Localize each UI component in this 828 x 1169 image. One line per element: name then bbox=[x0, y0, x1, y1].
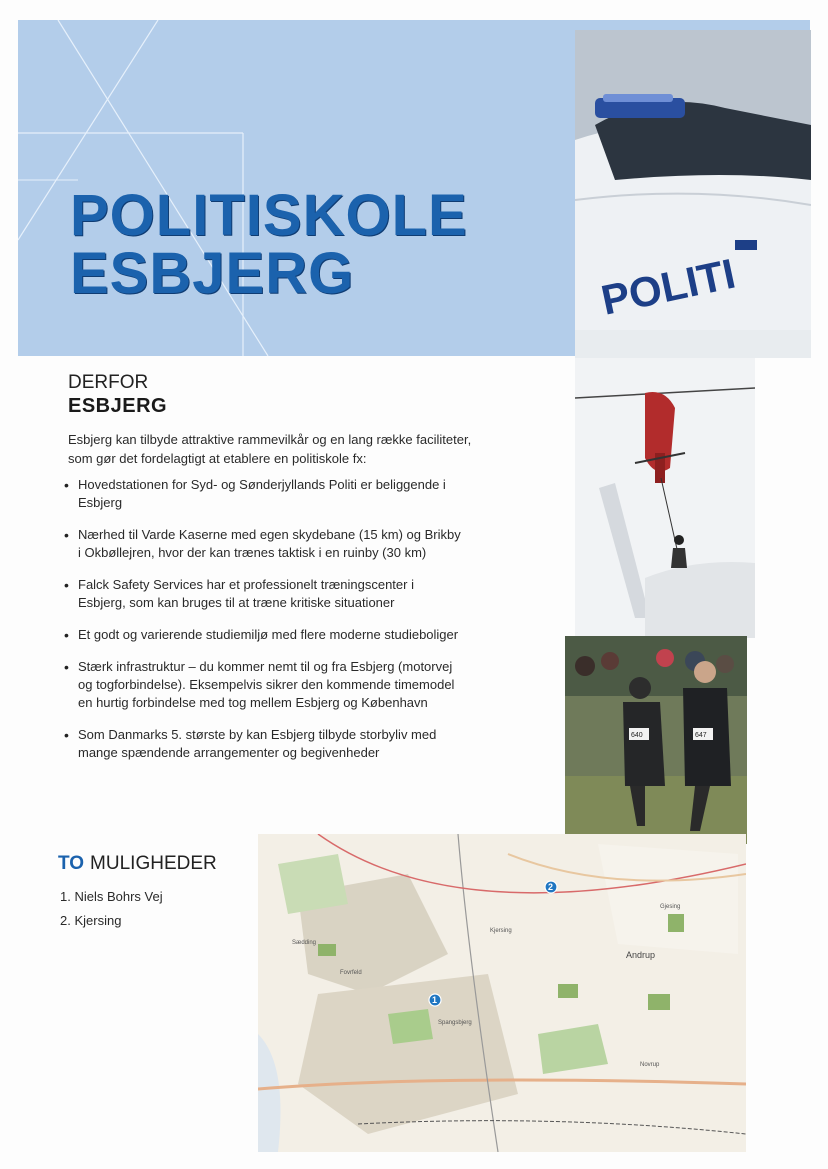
car-politi-text: POLITI bbox=[597, 249, 740, 324]
option-item-1: 1. Niels Bohrs Vej bbox=[60, 889, 163, 904]
reasons-list bbox=[64, 476, 464, 776]
options-heading-number: TO bbox=[58, 853, 85, 874]
mud-race-photo bbox=[565, 636, 747, 844]
map-label-saedding: Sædding bbox=[292, 940, 317, 946]
page-title-line2: ESBJERG bbox=[70, 241, 355, 306]
section-intro: Esbjerg kan tilbyde attraktive rammevilkår og en lang række faciliteter, som gør det fordelagtigt at etablere en politiskole fx: bbox=[68, 432, 472, 466]
map-pin-2-label: 2 bbox=[548, 882, 554, 892]
section-title: ESBJERG bbox=[68, 395, 168, 417]
options-heading bbox=[58, 853, 217, 875]
map-label-novrup: Novrup bbox=[640, 1062, 660, 1068]
list-item: • Nærhed til Varde Kaserne med egen skydebane (15 km) og Brikby i Okbøllejren, hvor der kan trænes taktisk i en ruinby (30 km) bbox=[64, 526, 464, 562]
map-label-gjesing: Gjesing bbox=[660, 904, 681, 910]
list-item: • Hovedstationen for Syd- og Sønderjyllands Politi er beliggende i Esbjerg bbox=[64, 476, 464, 512]
list-item: • Et godt og varierende studiemiljø med flere moderne studieboliger bbox=[64, 626, 464, 644]
list-item: • Stærk infrastruktur – du kommer nemt til og fra Esbjerg (motorvej og togforbindelse). Eksempelvis sikrer den kommende timemodel en hurtig forbindelse med tog mellem Esbjerg og København bbox=[64, 658, 464, 712]
map-label-fovrfeld: Fovrfeld bbox=[340, 970, 362, 976]
rescue-helicopter-photo bbox=[575, 358, 755, 638]
map-label-andrup: Andrup bbox=[626, 950, 656, 960]
page-title-line1: POLITISKOLE bbox=[70, 183, 468, 248]
police-car-photo bbox=[575, 30, 811, 358]
options-list bbox=[60, 885, 163, 933]
location-map bbox=[258, 834, 746, 1152]
map-label-kjersing: Kjersing bbox=[490, 928, 512, 934]
map-pin-1-label: 1 bbox=[432, 995, 438, 1005]
section-eyebrow: DERFOR bbox=[68, 372, 149, 393]
race-bib-right: 647 bbox=[695, 732, 707, 739]
list-item: • Falck Safety Services har et professionelt træningscenter i Esbjerg, som kan bruges til at træne kritiske situationer bbox=[64, 576, 464, 612]
list-item: • Som Danmarks 5. største by kan Esbjerg tilbyde storbyliv med mange spændende arrangementer og begivenheder bbox=[64, 726, 464, 762]
map-label-spangsbjerg: Spangsbjerg bbox=[438, 1020, 472, 1026]
race-bib-left: 640 bbox=[631, 732, 643, 739]
option-item-2: 2. Kjersing bbox=[60, 913, 122, 928]
options-heading-text: MULIGHEDER bbox=[90, 853, 217, 874]
